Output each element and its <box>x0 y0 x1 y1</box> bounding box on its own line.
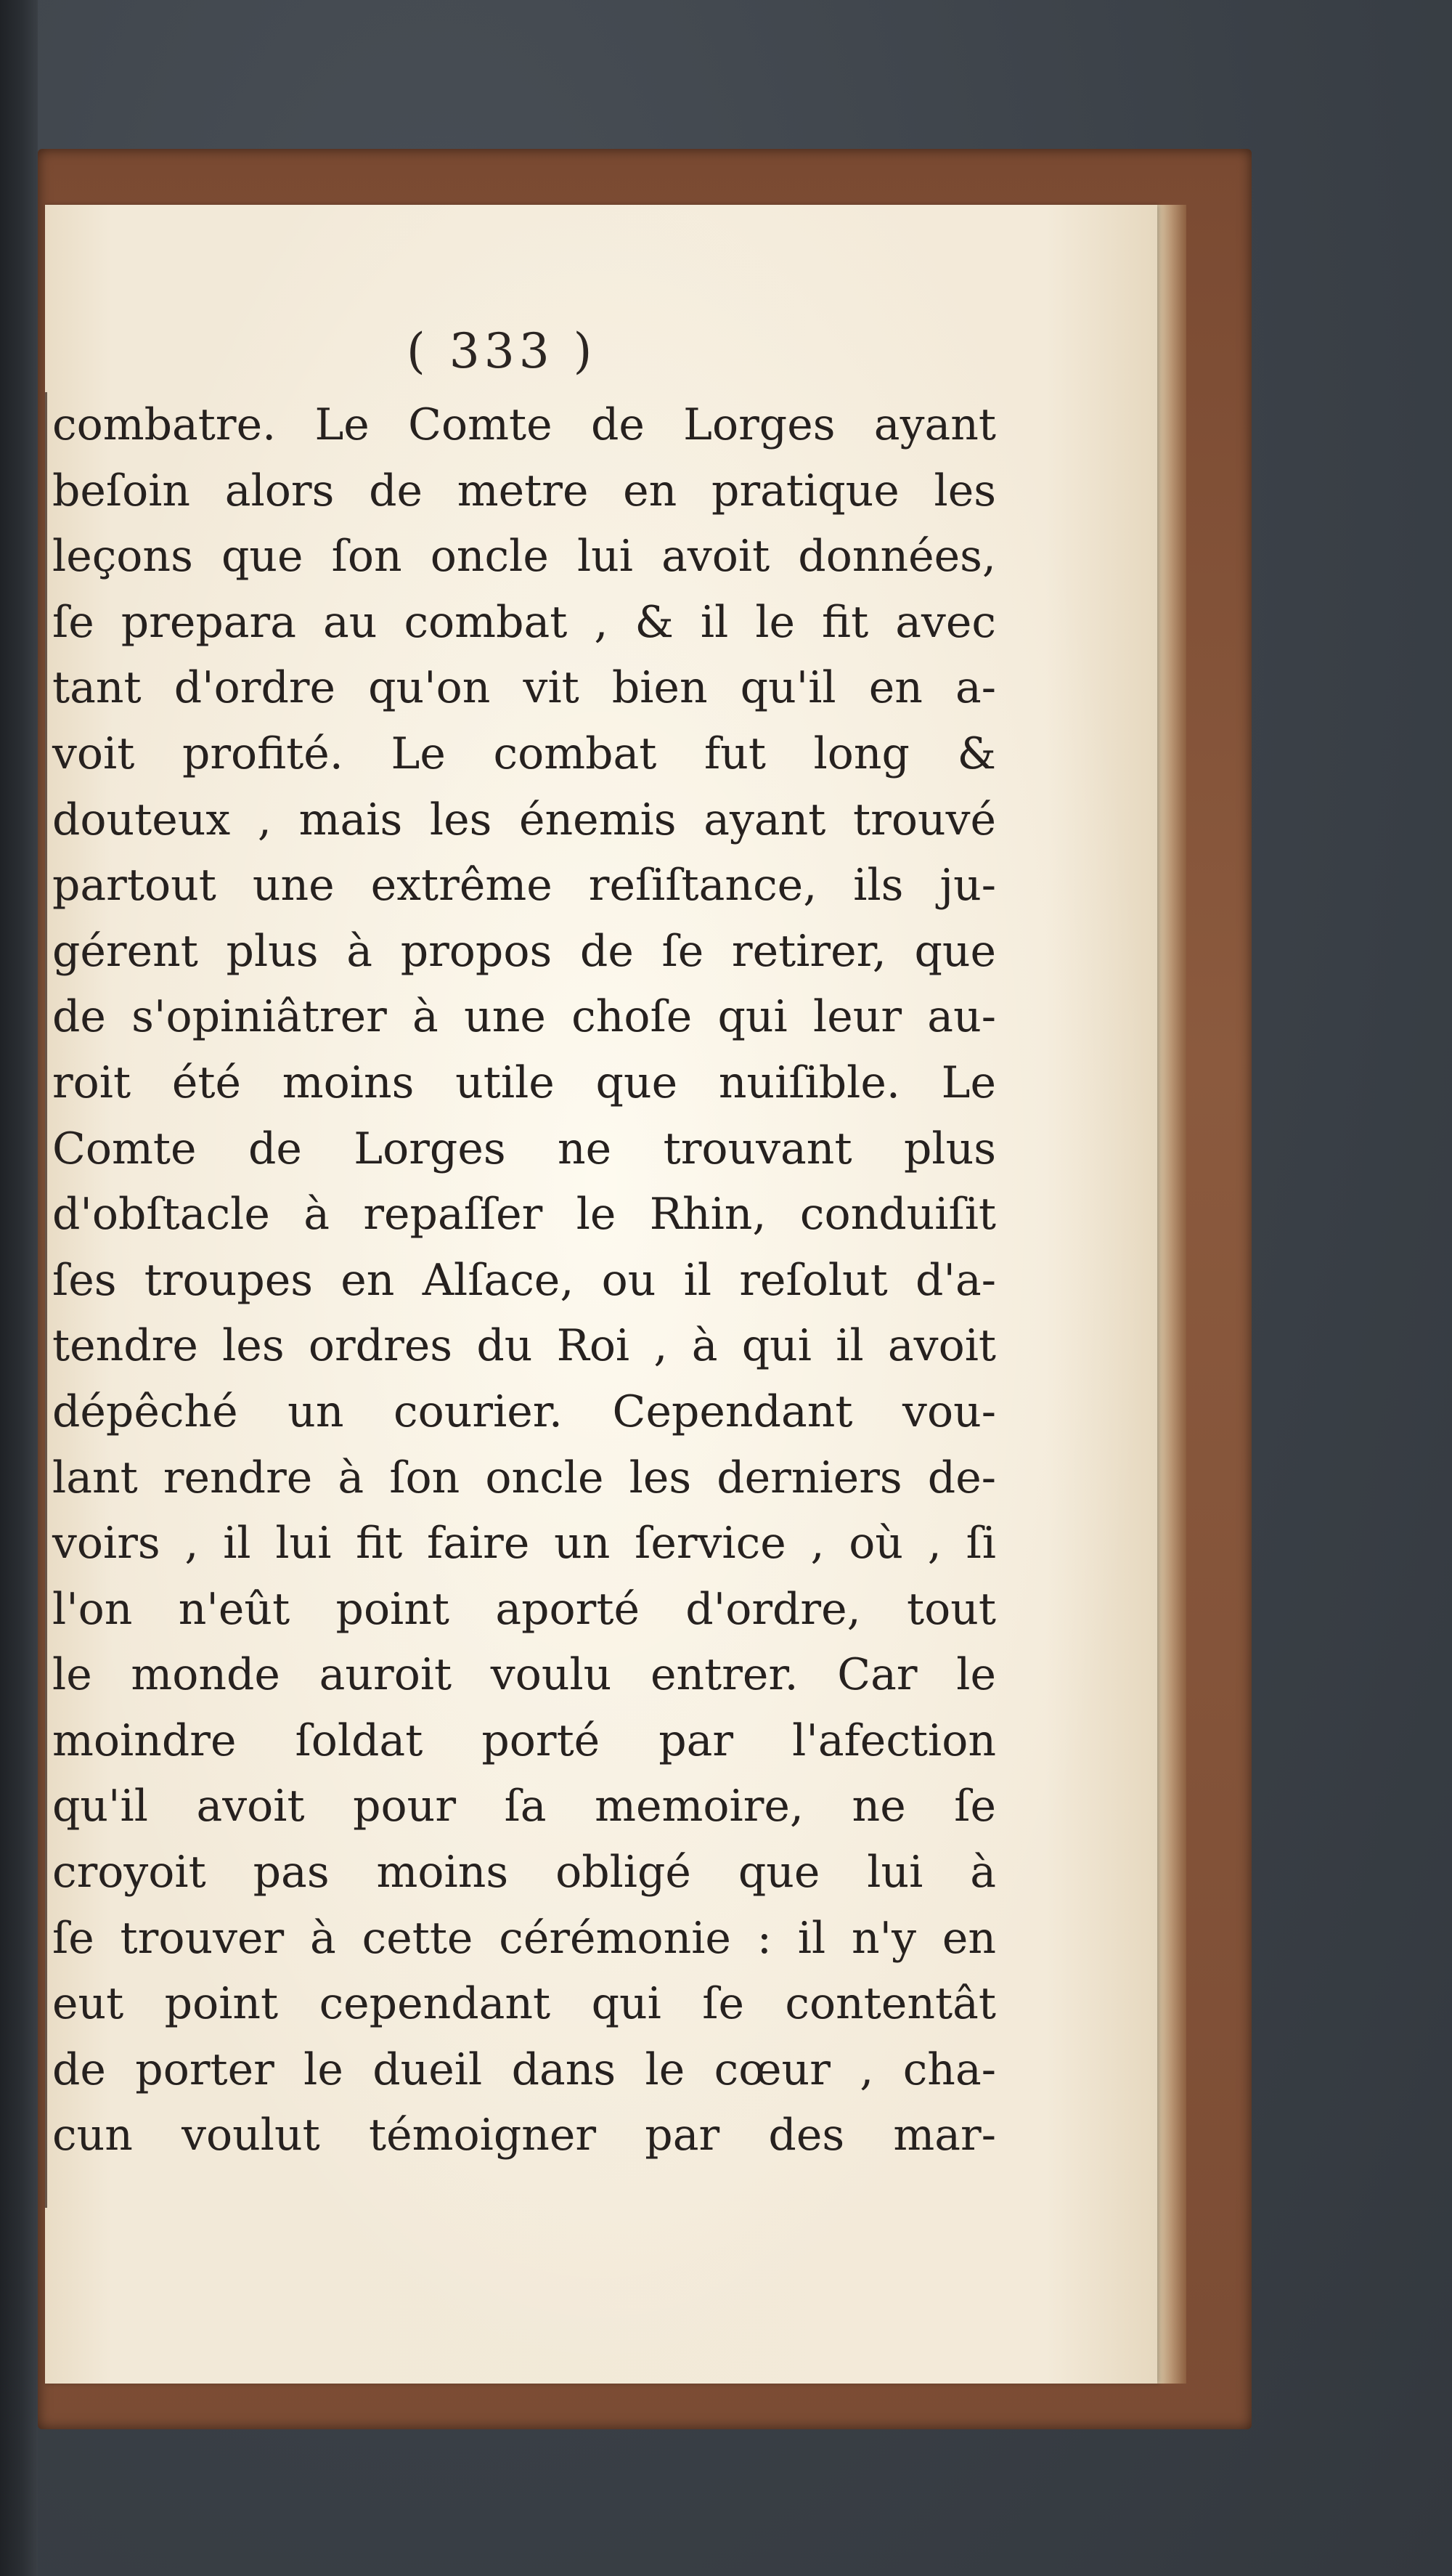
text-line: gérent plus à propos de ſe retirer, que <box>52 925 996 977</box>
text-line: de s'opiniâtrer à une choſe qui leur au- <box>52 991 996 1043</box>
body-text <box>52 392 996 2169</box>
text-line: combatre. Le Comte de Lorges ayant <box>52 399 996 450</box>
text-line: le monde auroit voulu entrer. Car le <box>52 1649 996 1701</box>
text-line: qu'il avoit pour ſa memoire, ne ſe <box>52 1781 996 1832</box>
text-line: douteux , mais les énemis ayant trouvé <box>52 794 996 845</box>
text-line: leçons que ſon oncle lui avoit données, <box>52 531 996 582</box>
text-line: dépêché un courier. Cependant vou- <box>52 1386 996 1437</box>
text-line: lant rendre à ſon oncle les derniers de- <box>52 1452 996 1503</box>
text-line: moindre ſoldat porté par l'afection <box>52 1715 996 1766</box>
text-line: voit profité. Le combat fut long & <box>52 728 996 779</box>
text-line: d'obſtacle à repaſſer le Rhin, conduiſit <box>52 1189 996 1240</box>
text-line: tendre les ordres du Roi , à qui il avoit <box>52 1320 996 1372</box>
book-spine-shadow <box>0 0 38 2576</box>
text-line: ſes troupes en Alſace, ou il reſolut d'a- <box>52 1254 996 1306</box>
text-line: voirs , il lui fit faire un ſervice , où , ſi <box>52 1518 996 1569</box>
text-line: croyoit pas moins obligé que lui à <box>52 1847 996 1898</box>
text-line: cun voulut témoigner par des mar- <box>52 2110 996 2161</box>
page-edge <box>1157 205 1186 2384</box>
text-line: ſe trouver à cette cérémonie : il n'y en <box>52 1912 996 1964</box>
text-line: ſe prepara au combat , & il le fit avec <box>52 596 996 648</box>
text-line: tant d'ordre qu'on vit bien qu'il en a- <box>52 662 996 714</box>
text-line: beſoin alors de metre en pratique les <box>52 465 996 516</box>
page-number: ( 333 ) <box>407 323 597 379</box>
text-line: de porter le dueil dans le cœur , cha- <box>52 2044 996 2095</box>
gutter-line <box>45 392 47 2208</box>
text-line: partout une extrême reſiſtance, ils ju- <box>52 860 996 911</box>
text-line: l'on n'eût point aporté d'ordre, tout <box>52 1583 996 1635</box>
text-line: roit été moins utile que nuiſible. Le <box>52 1057 996 1108</box>
text-line: Comte de Lorges ne trouvant plus <box>52 1123 996 1174</box>
text-line: eut point cependant qui ſe contentât <box>52 1978 996 2030</box>
